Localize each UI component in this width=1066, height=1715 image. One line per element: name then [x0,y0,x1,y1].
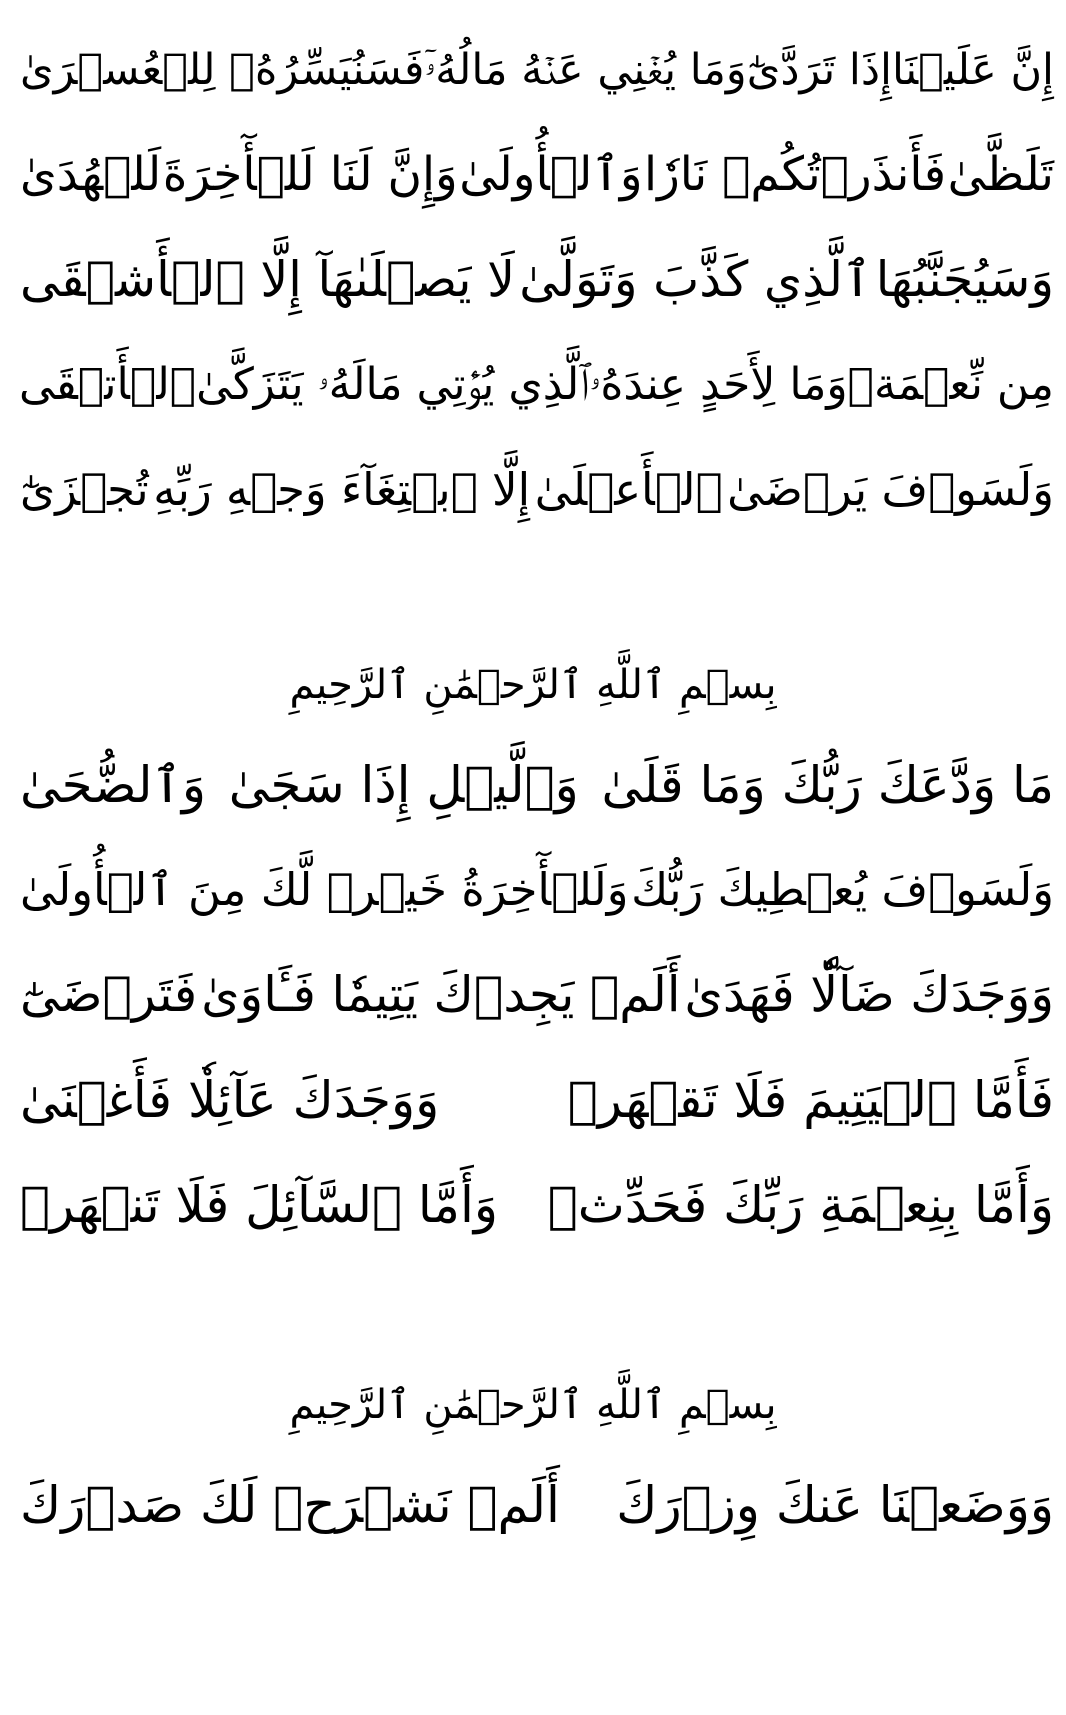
verse-segment: فَسَنُيَسِّرُهُۥ لِلۡعُسۡرَىٰ [20,45,425,95]
verse-segment: وَٱلضُّحَىٰ [20,756,206,814]
verse-segment: تُجۡزَىٰٓ [20,463,149,516]
verse-segment: تَلَظَّىٰ [947,147,1054,202]
verse-segment: وَمَا لِأَحَدٍ عِندَهُۥ [589,359,848,410]
verse-segment: لَلۡهُدَىٰ [20,147,162,202]
verse-segment: وَٱلَّيۡلِ إِذَا سَجَىٰ [228,756,579,814]
verse-segment: وَلَلۡأٓخِرَةُ خَيۡرٞ لَّكَ مِنَ ٱلۡأُولَىٰ [20,863,629,916]
text-line-6 [20,745,1054,825]
verse-segment: ٱلۡأَتۡقَى [18,359,197,410]
verse-segment: وَسَيُجَنَّبُهَا [875,251,1054,308]
verse-segment: إِذَا تَرَدَّىٰٓ [746,45,892,95]
text-line-5 [20,450,1054,530]
verse-segment: مِن نِّعۡمَةٖ [847,359,1054,410]
verse-segment: إِلَّا ٱبۡتِغَآءَ وَجۡهِ رَبِّهِ [153,463,531,516]
verse-segment: وَٱلۡأُولَىٰ [459,147,643,202]
verse-segment: فَتَرۡضَىٰٓ [20,966,198,1023]
verse-segment: فَأَنذَرۡتُكُمۡ نَارٗا [644,147,947,202]
verse-segment: وَوَجَدَكَ ضَآلّٗا فَهَدَىٰ [684,966,1054,1023]
verse-segment: وَمَا يُغۡنِي عَنۡهُ مَالُهُۥٓ [424,45,747,95]
verse-segment: إِنَّ عَلَيۡنَا [892,45,1054,95]
basmala-heading: بِسۡمِ ٱللَّهِ ٱلرَّحۡمَٰنِ ٱلرَّحِيمِ [289,662,777,708]
text-line-7 [20,850,1054,930]
text-line-9 [20,1060,1054,1140]
verse-segment: وَأَمَّا ٱلسَّآئِلَ فَلَا تَنۡهَرۡ [20,1176,498,1234]
verse-segment: وَوَضَعۡنَا عَنكَ وِزۡرَكَ [616,1476,1054,1534]
text-line-1 [20,30,1054,110]
text-line-11 [20,1465,1054,1545]
verse-segment: وَإِنَّ لَنَا لَلۡأٓخِرَةَ [162,147,458,202]
text-line-3 [20,240,1054,320]
verse-segment: ٱلَّذِي كَذَّبَ وَتَوَلَّىٰ [519,251,872,308]
verse-segment: ٱلۡأَعۡلَىٰ [534,463,723,516]
verse-segment: لَا يَصۡلَىٰهَآ إِلَّا ٱلۡأَشۡقَى [20,251,516,308]
text-line-10 [20,1165,1054,1245]
text-line-4 [20,345,1054,425]
verse-segment: ٱلَّذِي يُؤۡتِي مَالَهُۥ يَتَزَكَّىٰ [196,359,590,410]
verse-segment: وَلَسَوۡفَ يَرۡضَىٰ [727,463,1054,516]
verse-segment: أَلَمۡ نَشۡرَحۡ لَكَ صَدۡرَكَ [20,1476,560,1534]
verse-segment: مَا وَدَّعَكَ رَبُّكَ وَمَا قَلَىٰ [601,756,1054,814]
verse-segment: أَلَمۡ يَجِدۡكَ يَتِيمٗا فَـَٔاوَىٰ [201,966,681,1023]
text-line-2 [20,135,1054,215]
text-line-8 [20,955,1054,1035]
verse-segment: وَوَجَدَكَ عَآئِلٗا فَأَغۡنَىٰ [20,1071,440,1129]
verse-segment: وَأَمَّا بِنِعۡمَةِ رَبِّكَ فَحَدِّثۡ [547,1176,1054,1234]
verse-segment: فَأَمَّا ٱلۡيَتِيمَ فَلَا تَقۡهَرۡ [567,1071,1054,1129]
verse-segment: وَلَسَوۡفَ يُعۡطِيكَ رَبُّكَ [631,863,1054,916]
basmala-heading: بِسۡمِ ٱللَّهِ ٱلرَّحۡمَٰنِ ٱلرَّحِيمِ [289,1382,777,1428]
